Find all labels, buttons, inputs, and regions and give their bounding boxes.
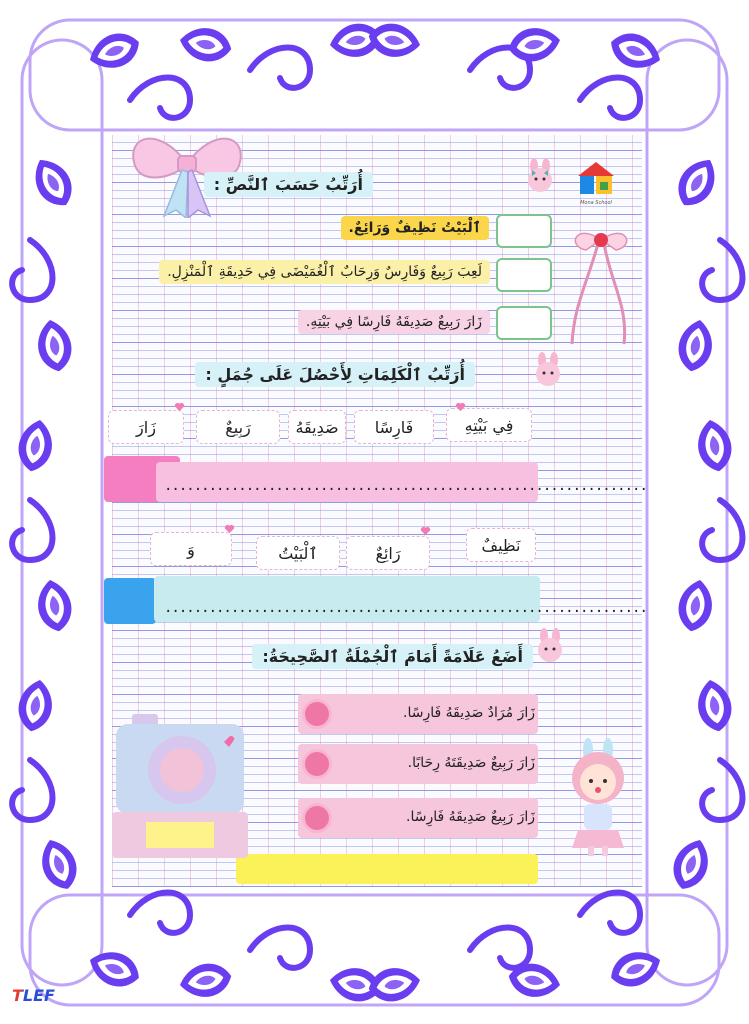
heart-icon bbox=[455, 402, 466, 412]
heart-icon bbox=[420, 526, 431, 536]
bunny-icon bbox=[532, 628, 568, 664]
word-card[interactable]: وَ bbox=[150, 532, 232, 566]
footer-brand-text: TLEF bbox=[12, 986, 55, 1005]
choice-text-1: زَارَ مُرَادٌ صَدِيقَهُ فَارِسًا. bbox=[403, 705, 535, 721]
check-circle-1[interactable] bbox=[302, 699, 332, 729]
order-box-2[interactable] bbox=[496, 258, 552, 292]
heart-icon bbox=[174, 402, 185, 412]
school-logo bbox=[574, 160, 618, 204]
school-logo-text: Mona School bbox=[580, 200, 612, 206]
yellow-bar bbox=[236, 854, 538, 884]
footer-brand bbox=[12, 986, 55, 1005]
heart-icon bbox=[224, 524, 235, 534]
house-logo-icon bbox=[574, 160, 618, 196]
word-card[interactable]: صَدِيقَهُ bbox=[288, 410, 346, 444]
word-card[interactable]: زَارَ bbox=[108, 410, 184, 444]
girl-doll-icon bbox=[560, 738, 636, 856]
word-card[interactable]: نَظِيفٌ bbox=[466, 528, 536, 562]
word-card[interactable]: فَارِسًا bbox=[354, 410, 434, 444]
order-box-1[interactable] bbox=[496, 214, 552, 248]
blue-tab bbox=[104, 578, 156, 624]
rose-ribbon-icon bbox=[566, 226, 636, 346]
word-card[interactable]: ٱلْبَيْتُ bbox=[256, 536, 340, 570]
sentence-2: لَعِبَ رَبِيعٌ وَفَارِسٌ وَرِحَابٌ ٱلْغُمَيْضَى فِي حَدِيقَةِ ٱلْمَنْزِلِ. bbox=[159, 260, 490, 284]
camera-icon bbox=[112, 712, 250, 860]
word-card[interactable]: فِي بَيْتِهِ bbox=[446, 408, 532, 442]
section1-title: أُرَتِّبُ حَسَبَ ٱلنَّصِّ : bbox=[204, 172, 373, 197]
sentence-1: ٱلْبَيْتُ نَظِيفٌ وَرَائِعٌ. bbox=[341, 216, 489, 240]
bunny-icon bbox=[522, 158, 558, 194]
bunny-icon bbox=[530, 352, 566, 388]
choice-text-3: زَارَ رَبِيعٌ صَدِيقَهُ فَارِسًا. bbox=[406, 809, 535, 825]
section2-title: أُرَتِّبُ ٱلْكَلِمَاتِ لِأَحْصُلَ عَلَى جُمَلٍ : bbox=[195, 362, 475, 387]
order-box-3[interactable] bbox=[496, 306, 552, 340]
word-card[interactable]: رَبِيعٌ bbox=[196, 410, 280, 444]
section3-title: أَضَعُ عَلَامَةً أَمَامَ ٱلْجُمْلَةُ ٱلصَّحِيحَةُ: bbox=[252, 644, 533, 669]
check-circle-2[interactable] bbox=[302, 749, 332, 779]
sentence-3: زَارَ رَبِيعٌ صَدِيقَهُ فَارِسًا فِي بَيْتِهِ. bbox=[298, 310, 490, 334]
dotted-line-2: ................................................................. bbox=[164, 600, 647, 616]
choice-text-2: زَارَ رَبِيعٌ صَدِيقَتَهُ رِحَابًا. bbox=[407, 755, 535, 771]
dotted-line-1: ................................................................. bbox=[164, 478, 647, 494]
check-circle-3[interactable] bbox=[302, 803, 332, 833]
word-card[interactable]: رَائِعٌ bbox=[346, 536, 430, 570]
